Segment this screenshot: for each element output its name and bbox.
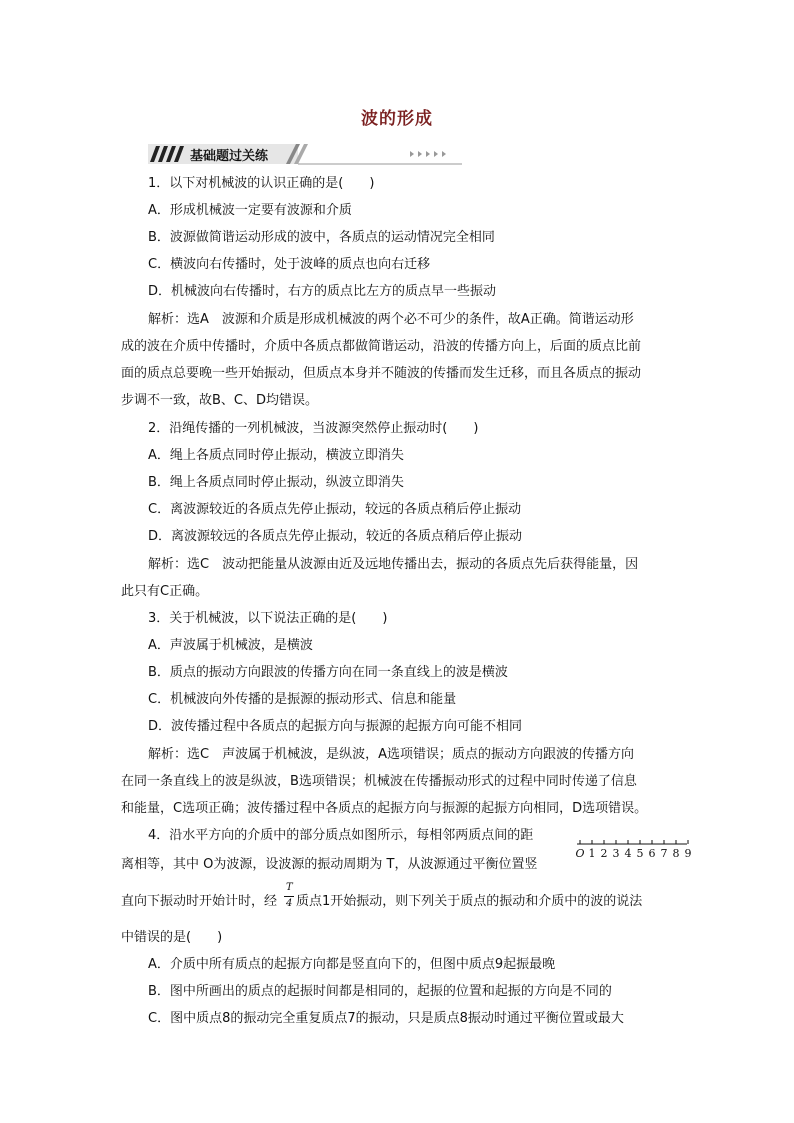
axis-label-8: 8 [672,847,680,860]
q1-option-b: B．波源做简谐运动形成的波中，各质点的运动情况完全相同 [148,230,495,245]
fraction-denominator: 4 [286,898,293,909]
q1-option-a: A．形成机械波一定要有波源和介质 [148,203,352,218]
q2-analysis-line: 此只有C正确。 [121,584,209,599]
axis-label-9: 9 [684,847,692,860]
axis-label-1: 1 [588,847,596,860]
q2-analysis-line: 解析：选C 波动把能量从波源由近及远地传播出去，振动的各质点先后获得能量，因 [148,557,639,572]
q1-analysis-line: 解析：选A 波源和介质是形成机械波的两个必不可少的条件，故A正确。简谐运动形 [148,312,634,327]
axis-label-4: 4 [624,847,632,860]
q2-stem: 2．沿绳传播的一列机械波，当波源突然停止振动时( ) [148,421,479,436]
q3-option-d: D．波传播过程中各质点的起振方向与振源的起振方向可能不相同 [148,719,523,734]
q4-stem-line: 质点1开始振动，则下列关于质点的振动和介质中的波的说法 [296,894,643,909]
q3-option-a: A．声波属于机械波，是横波 [148,638,313,653]
q4-stem-line: 直向下振动时开始计时，经 [121,894,278,909]
q4-stem-line: 4．沿水平方向的介质中的部分质点如图所示，每相邻两质点间的距 [148,828,534,843]
q3-option-b: B．质点的振动方向跟波的传播方向在同一条直线上的波是横波 [148,665,508,680]
q4-option-c: C．图中质点8的振动完全重复质点7的振动，只是质点8振动时通过平衡位置或最大 [148,1011,624,1026]
q4-stem-line: 离相等，其中 O为波源，设波源的振动周期为 T，从波源通过平衡位置竖 [121,857,538,872]
q4-option-b: B．图中所画出的质点的起振时间都是相同的，起振的位置和起振的方向是不同的 [148,984,612,999]
q3-stem: 3．关于机械波，以下说法正确的是( ) [148,611,388,626]
q3-analysis-line: 解析：选C 声波属于机械波，是纵波，A选项错误；质点的振动方向跟波的传播方向 [148,747,634,762]
q2-option-c: C．离波源较近的各质点先停止振动，较远的各质点稍后停止振动 [148,502,522,517]
q1-analysis-line: 成的波在介质中传播时，介质中各质点都做简谐运动，沿波的传播方向上，后面的质点比前 [121,339,642,354]
q3-option-c: C．机械波向外传播的是振源的振动形式、信息和能量 [148,692,457,707]
q1-option-d: D．机械波向右传播时，右方的质点比左方的质点早一些振动 [148,284,497,299]
particle-axis-figure [575,838,690,864]
q1-analysis-line: 步调不一致，故B、C、D均错误。 [121,393,319,408]
q2-option-a: A．绳上各质点同时停止振动，横波立即消失 [148,448,404,463]
q1-stem: 1．以下对机械波的认识正确的是( ) [148,176,375,191]
axis-label-o: O [575,847,585,860]
section-banner [148,142,462,166]
axis-label-3: 3 [612,847,620,860]
q1-analysis-line: 面的质点总要晚一些开始振动，但质点本身并不随波的传播而发生迁移，而且各质点的振动 [121,366,642,381]
q2-option-b: B．绳上各质点同时停止振动，纵波立即消失 [148,475,404,490]
q2-option-d: D．离波源较远的各质点先停止振动，较近的各质点稍后停止振动 [148,529,523,544]
q4-stem-line: 中错误的是( ) [121,930,223,945]
fraction-bar [284,896,294,897]
q4-option-a: A．介质中所有质点的起振方向都是竖直向下的，但图中质点9起振最晚 [148,957,556,972]
q3-analysis-line: 和能量，C选项正确；波传播过程中各质点的起振方向与振源的起振方向相同，D选项错误。 [121,801,648,816]
q3-analysis-line: 在同一条直线上的波是纵波，B选项错误；机械波在传播振动形式的过程中同时传递了信息 [121,774,637,789]
axis-label-6: 6 [648,847,656,860]
page-title: 波的形成 [361,109,433,129]
axis-label-7: 7 [660,847,668,860]
banner-label: 基础题过关练 [190,149,269,164]
axis-label-5: 5 [636,847,644,860]
fraction-numerator: T [286,882,293,893]
axis-label-2: 2 [600,847,608,860]
q1-option-c: C．横波向右传播时，处于波峰的质点也向右迁移 [148,257,431,272]
